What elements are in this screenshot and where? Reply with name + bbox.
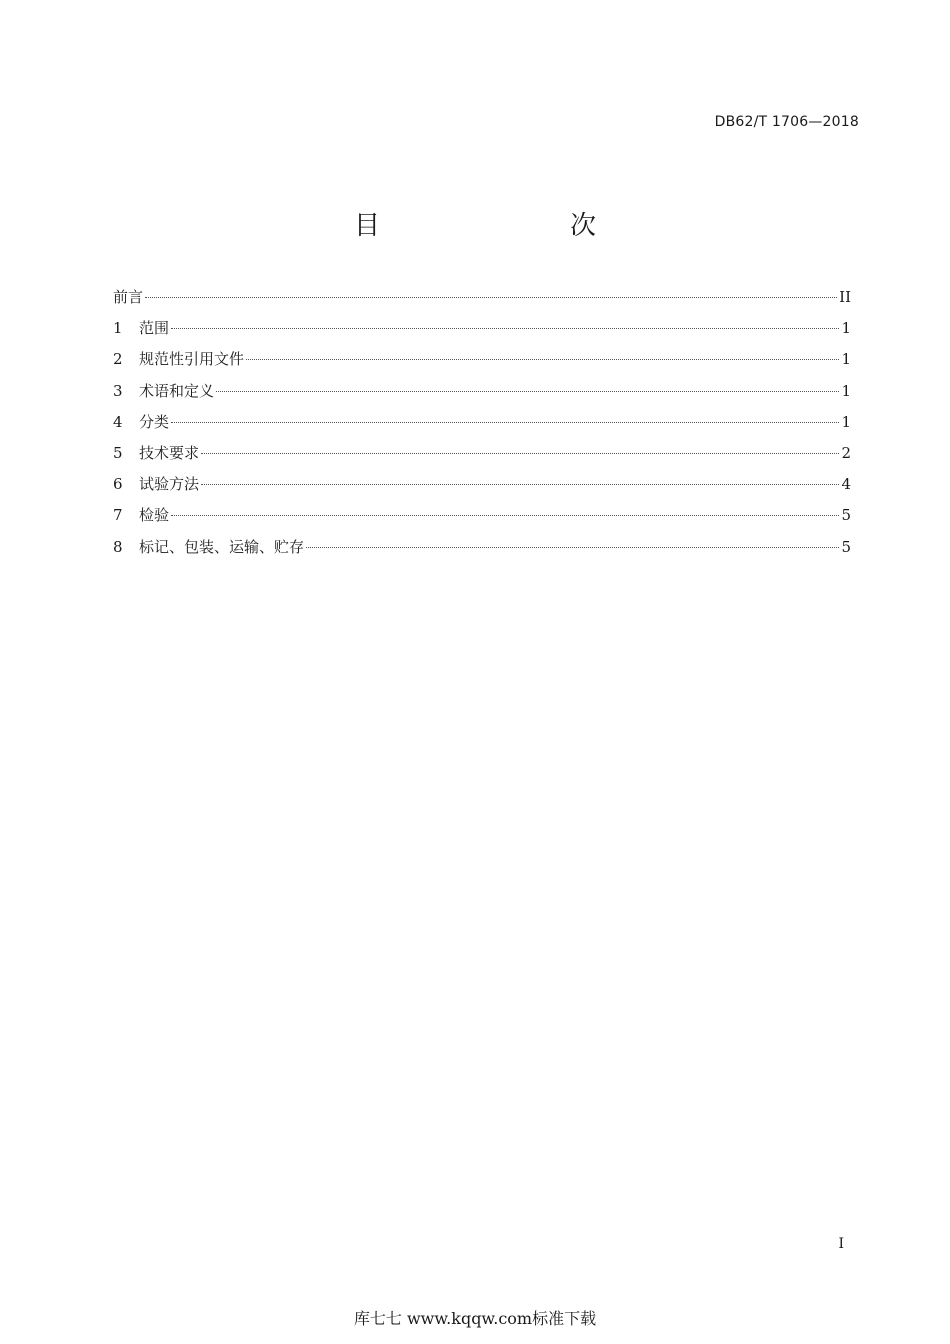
standard-code: DB62/T 1706—2018 [714,114,859,130]
toc-entry-terms-definitions[interactable] [113,380,851,411]
toc-entry-number: 3 [113,381,123,400]
toc-leader-dots [246,359,839,360]
toc-leader-dots [216,391,839,392]
toc-entry-number: 5 [113,443,123,462]
toc-entry-label: 前言 [113,288,144,306]
toc-entry-number: 4 [113,412,123,431]
toc-entry-page: II [839,288,851,306]
toc-entry-label: 规范性引用文件 [139,350,245,369]
toc-entry-technical-requirements[interactable] [113,442,851,473]
toc-entry-label: 分类 [139,412,170,431]
toc-entry-number: 8 [113,537,123,556]
toc-leader-dots [201,484,839,485]
toc-leader-dots [145,297,837,298]
toc-entry-page: 2 [841,443,851,462]
toc-entry-number: 1 [113,319,123,338]
toc-entry-marking-packaging[interactable] [113,536,851,567]
toc-entry-foreword[interactable] [113,286,851,317]
table-of-contents [113,286,851,567]
toc-leader-dots [306,547,839,548]
toc-entry-page: 5 [841,506,851,525]
toc-entry-page: 1 [841,350,851,369]
toc-entry-number: 7 [113,506,123,525]
toc-entry-scope[interactable] [113,317,851,348]
toc-entry-label: 检验 [139,506,170,525]
toc-leader-dots [171,328,839,329]
toc-entry-label: 术语和定义 [139,381,215,400]
toc-entry-classification[interactable] [113,411,851,442]
toc-leader-dots [171,422,839,423]
toc-entry-label: 标记、包装、运输、贮存 [139,537,305,556]
toc-entry-label: 技术要求 [139,443,200,462]
toc-entry-number: 6 [113,475,123,494]
toc-leader-dots [171,515,839,516]
toc-entry-number: 2 [113,350,123,369]
toc-entry-page: 1 [841,412,851,431]
toc-entry-page: 1 [841,381,851,400]
toc-entry-label: 范围 [139,319,170,338]
toc-entry-test-methods[interactable] [113,473,851,504]
toc-entry-page: 1 [841,319,851,338]
toc-leader-dots [201,453,839,454]
toc-entry-page: 5 [841,537,851,556]
toc-entry-inspection[interactable] [113,504,851,535]
page-number: I [838,1236,844,1252]
toc-entry-page: 4 [841,475,851,494]
footer-watermark: 库七七 www.kqqw.com标准下载 [353,1309,597,1328]
toc-entry-label: 试验方法 [139,475,200,494]
page-title: 目 次 [353,211,642,241]
toc-entry-normative-references[interactable] [113,348,851,379]
